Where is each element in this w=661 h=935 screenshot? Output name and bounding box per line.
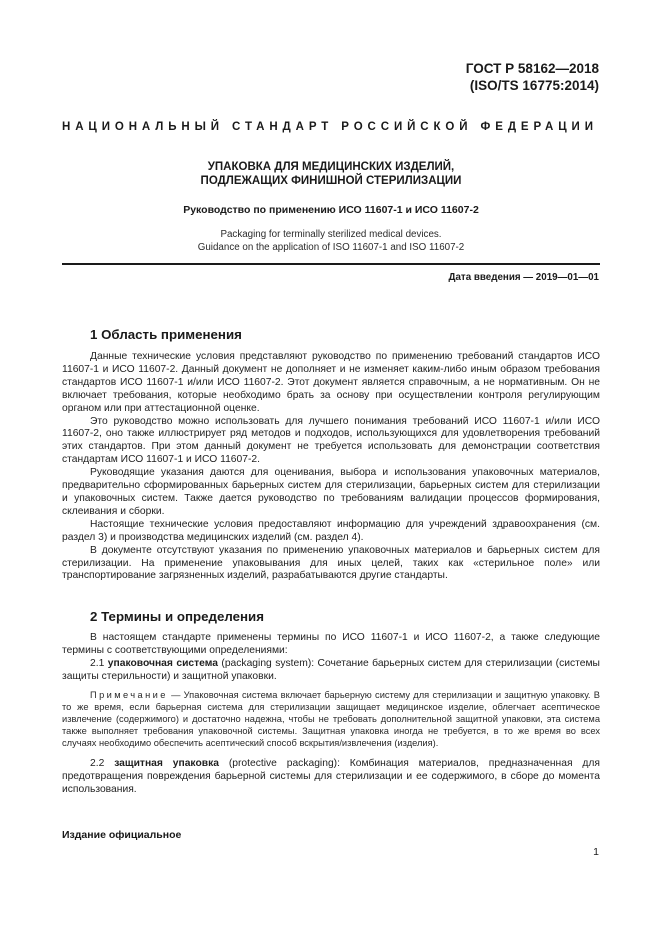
english-title-line-1: Packaging for terminally sterilized medical devices. — [220, 229, 442, 240]
page-number: 1 — [593, 846, 599, 858]
term-number: 2.2 — [90, 758, 105, 769]
term-2-2 — [62, 758, 600, 797]
introduction-date: Дата введения — 2019—01—01 — [448, 272, 599, 283]
section-2-intro: В настоящем стандарте применены термины по ИСО 11607-1 и ИСО 11607-2, а также следующие термины с соответствующими определениями: — [62, 632, 600, 656]
section-2-heading: 2 Термины и определения — [90, 609, 264, 624]
term-definition: (packaging system): Сочетание барьерных систем для стерилизации (системы защиты стерильности) и защитной упаковки. — [62, 657, 600, 682]
section-1-paragraph: Руководящие указания даются для оценивания, выбора и использования упаковочных материалов, предварительно сформированных барьерных систем для стерилизации, барьерных систем для стерилизации и упаковочных систем. Также дается руководство по требованиям валидации процессов формирования, склеивания и сборки. — [62, 467, 600, 517]
note-text: — Упаковочная система включает барьерную систему для стерилизации и защитную упаковку. В то же время, если барьерная система для стерилизации защищает медицинское изделие, облегчает асептическое извлечение (содержимого) и достаточно надежна, чтобы не требовать дополнительной защитной упаковки, эта система также выполняет требования упаковочной системы. Защитная упаковка иногда не требуется, в то же время во всех случаях необходимо обеспечить асептический способ вскрытия/извлечения (изделия). — [62, 690, 600, 748]
note-block — [62, 690, 600, 750]
section-1-paragraph: Данные технические условия представляют руководство по применению требований стандартов ИСО 11607-1 и ИСО 11607-2. Данный документ не дополняет и не изменяет каким-либо иным образом требования стандартов ИСО 11607-1 и/или ИСО 11607-2. Этот документ является справочным, а не нормативным. Он не включает требования, которые необходимо брать за основу при осуществлении контроля регулирующим органом или при аттестационной оценке. — [62, 351, 600, 414]
official-edition-label: Издание официальное — [62, 829, 182, 841]
gost-number: ГОСТ Р 58162—2018 — [465, 61, 599, 76]
term-name: защитная упаковка — [114, 758, 219, 769]
title-line-2: ПОДЛЕЖАЩИХ ФИНИШНОЙ СТЕРИЛИЗАЦИИ — [200, 175, 462, 187]
section-2-term-2 — [62, 758, 600, 797]
standard-number — [466, 60, 599, 94]
document-title — [62, 160, 600, 188]
section-2-body — [62, 632, 600, 684]
term-2-1 — [62, 658, 600, 684]
section-1-paragraph: Это руководство можно использовать для лучшего понимания требований ИСО 11607-1 и/или ИСО 11607-2, оно также иллюстрирует ряд методов и подходов, использующихся для удовлетворения требований этих стандартов. При этом данный документ не требуется использовать для демонстрации соответствия стандартам ИСО 11607-1 и ИСО 11607-2. — [62, 415, 600, 466]
national-standard-heading: НАЦИОНАЛЬНЫЙ СТАНДАРТ РОССИЙСКОЙ ФЕДЕРАЦИИ — [62, 121, 598, 133]
term-definition: (protective packaging): Комбинация материалов, предназначенная для предотвращения повреждения барьерной системы для стерилизации и ее содержимого, в сборе до момента использования. — [62, 758, 600, 795]
title-line-1: УПАКОВКА ДЛЯ МЕДИЦИНСКИХ ИЗДЕЛИЙ, — [207, 161, 455, 173]
english-title-line-2: Guidance on the application of ISO 11607-1 and ISO 11607-2 — [197, 242, 465, 253]
section-1-paragraph: В документе отсутствуют указания по применению упаковочных материалов и барьерных систем для стерилизации. На применение упаковывания для иных целей, таких как «стерильное поле» или транспортирование загрязненных изделий, разрабатываются другие стандарты. — [62, 544, 600, 582]
section-1-paragraph: Настоящие технические условия предоставляют информацию для учреждений здравоохранения (см. раздел 3) и производства медицинских изделий (см. раздел 4). — [62, 518, 600, 543]
section-1-body — [62, 351, 600, 583]
title-divider — [62, 263, 600, 265]
note-label: Примечание — [90, 690, 168, 700]
document-subtitle: Руководство по применению ИСО 11607-1 и ИСО 11607-2 — [183, 204, 479, 216]
term-name: упаковочная система — [107, 657, 218, 669]
iso-number: (ISO/TS 16775:2014) — [469, 78, 599, 93]
section-1-heading: 1 Область применения — [90, 327, 242, 342]
term-number: 2.1 — [90, 657, 105, 669]
english-title — [62, 228, 600, 254]
